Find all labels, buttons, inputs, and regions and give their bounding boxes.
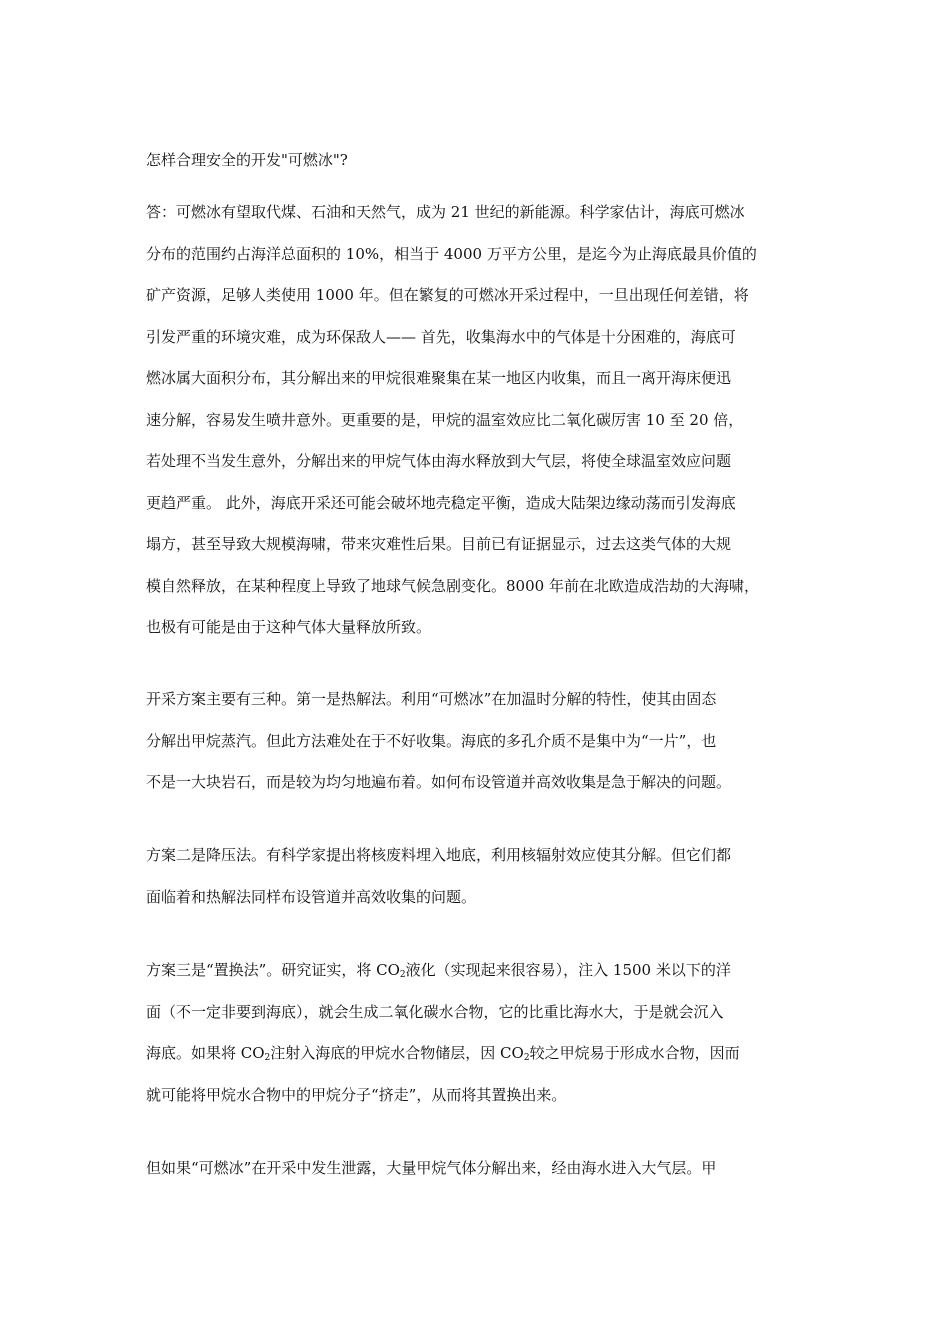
text-line: 也极有可能是由于这种气体大量释放所致。: [146, 618, 432, 636]
text-line: [146, 958, 836, 1000]
document-title: 怎样合理安全的开发"可燃冰"?: [146, 151, 348, 169]
text-line: 速分解，容易发生喷井意外。更重要的是，甲烷的温室效应比二氧化碳厉害 10 至 20 倍，: [146, 410, 744, 429]
text-line: [146, 1041, 836, 1083]
text-line: 开采方案主要有三种。第一是热解法。利用“可燃冰”在加温时分解的特性，使其由固态: [146, 690, 717, 708]
text-segment: 注射入海底的甲烷水合物储层，因 CO: [270, 1044, 524, 1062]
text-line: 方案二是降压法。有科学家提出将核废料埋入地底，利用核辐射效应使其分解。但它们都: [146, 846, 732, 864]
text-segment: 方案三是“置换法”。研究证实，将 CO: [146, 961, 400, 979]
text-line: 引发严重的环境灾难，成为环保敌人—— 首先，收集海水中的气体是十分困难的，海底可: [146, 327, 736, 346]
final-paragraph: [146, 1156, 836, 1198]
plan-three-paragraph: [146, 958, 836, 1124]
plan-intro-paragraph: [146, 687, 836, 812]
text-line: 面（不一定非要到海底），就会生成二氧化碳水合物，它的比重比海水大，于是就会沉入: [146, 1002, 724, 1021]
text-segment: 较之甲烷易于形成水合物，因而: [529, 1044, 740, 1062]
text-line: 分布的范围约占海洋总面积的 10%，相当于 4000 万平方公里，是迄今为止海底最具价值的: [146, 244, 757, 263]
subscript: 2: [523, 1053, 530, 1063]
text-line: 更趋严重。 此外，海底开采还可能会破坏地壳稳定平衡，造成大陆架边缘动荡而引发海底: [146, 493, 736, 512]
text-line: 就可能将甲烷水合物中的甲烷分子“挤走”，从而将其置换出来。: [146, 1085, 567, 1104]
text-segment: 海底。如果将 CO: [146, 1044, 265, 1062]
subscript: 2: [264, 1053, 271, 1063]
text-line: 但如果“可燃冰”在开采中发生泄露，大量甲烷气体分解出来，经由海水进入大气层。甲: [146, 1159, 717, 1177]
text-line: 答：可燃冰有望取代煤、石油和天然气，成为 21 世纪的新能源。科学家估计，海底可燃冰: [146, 203, 745, 221]
text-line: 不是一大块岩石，而是较为均匀地遍布着。如何布设管道并高效收集是急于解决的问题。: [146, 773, 732, 791]
text-line: 面临着和热解法同样布设管道并高效收集的问题。: [146, 887, 477, 906]
subscript: 2: [399, 970, 406, 980]
text-line: 燃冰属大面积分布，其分解出来的甲烷很难聚集在某一地区内收集，而且一离开海床便迅: [146, 369, 732, 387]
text-line: 分解出甲烷蒸汽。但此方法难处在于不好收集。海底的多孔介质不是集中为“一片”，也: [146, 731, 717, 750]
text-line: 若处理不当发生意外，分解出来的甲烷气体由海水释放到大气层，将使全球温室效应问题: [146, 452, 732, 470]
text-line: 模自然释放，在某种程度上导致了地球气候急剧变化。8000 年前在北欧造成浩劫的大海啸，: [146, 576, 759, 595]
text-segment: 液化（实现起来很容易），注入 1500 米以下的洋: [405, 961, 731, 979]
text-line: 矿产资源，足够人类使用 1000 年。但在繁复的可燃冰开采过程中，一旦出现任何差错，将: [146, 286, 749, 304]
text-line: 塌方，甚至导致大规模海啸，带来灾难性后果。目前已有证据显示，过去这类气体的大规: [146, 535, 732, 553]
plan-two-paragraph: [146, 843, 836, 926]
answer-paragraph: [146, 200, 836, 657]
